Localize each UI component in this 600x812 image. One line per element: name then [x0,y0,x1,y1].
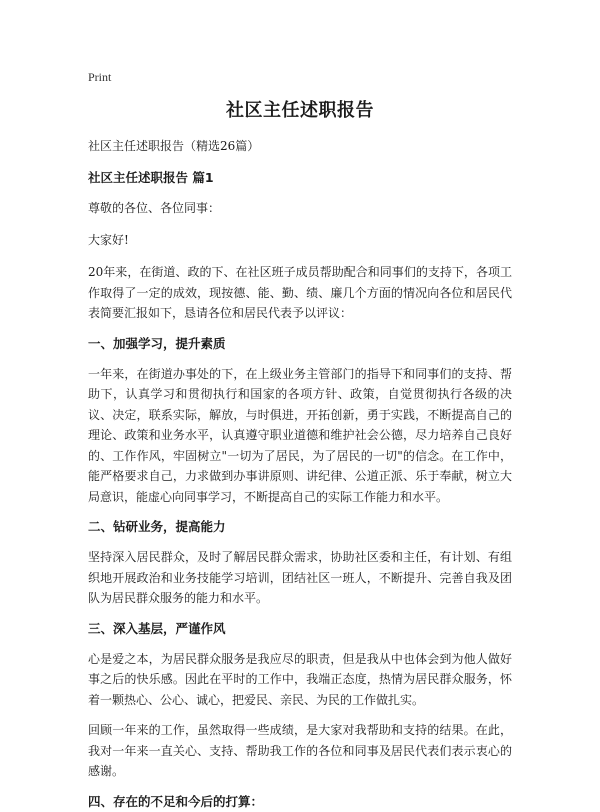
document-title: 社区主任述职报告 [226,100,374,121]
paragraph-2: 坚持深入居民群众，及时了解居民群众需求，协助社区委和主任，有计划、有组织地开展政治和业务技能学习培训，团结社区一班人，不断提升、完善自我及团队为居民群众服务的能力和水平。 [88,550,512,605]
intro-paragraph: 20年来，在街道、政的下、在社区班子成员帮助配合和同事们的支持下，各项工作取得了一定的成效，现按德、能、勤、绩、廉几个方面的情况向各位和居民代表简要汇报如下，恳请各位和居民代表予以评议： [88,265,512,320]
salutation: 尊敬的各位、各位同事： [88,201,221,215]
section-title: 社区主任述职报告 篇1 [88,170,214,185]
greeting: 大家好! [88,233,129,247]
paragraph-3: 心是爱之本，为居民群众服务是我应尽的职责，但是我从中也体会到为他人做好事之后的快乐感。因此在平时的工作中，我端正态度，热情为居民群众服务，怀着一颗热心、公心、诚心，把爱民、亲民、为民的工作做扎实。 [88,651,512,707]
heading-2: 二、钻研业务，提高能力 [88,519,226,534]
print-label[interactable]: Print [88,70,112,84]
paragraph-4: 回顾一年来的工作，虽然取得一些成绩，是大家对我帮助和支持的结果。在此，我对一年来一直关心、支持、帮助我工作的各位和同事及居民代表们表示衷心的感谢。 [88,723,512,778]
paragraph-1: 一年来，在街道办事处的下，在上级业务主管部门的指导下和同事们的支持、帮助下，认真学习和贯彻执行和国家的各项方针、政策，自觉贯彻执行各级的决议、决定，联系实际，解放，与时俱进，开拓创新，勇于实践，不断提高自己的理论、政策和业务水平，认真遵守职业道德和维护社会公德，尽力培养自己良好的、工作作风，牢固树立"一切为了居民，为了居民的一切"的信念。在工作中，能严格要求自己，力求做到办事讲原则、讲纪律、公道正派、乐于奉献，树立大局意识，能虚心向同事学习，不断提高自己的实际工作能力和水平。 [88,366,512,504]
document-subtitle: 社区主任述职报告（精选26篇） [88,139,260,153]
heading-3: 三、深入基层，严谨作风 [88,620,226,636]
heading-4: 四、存在的不足和今后的打算： [88,793,264,809]
heading-1: 一、加强学习，提升素质 [88,335,226,351]
